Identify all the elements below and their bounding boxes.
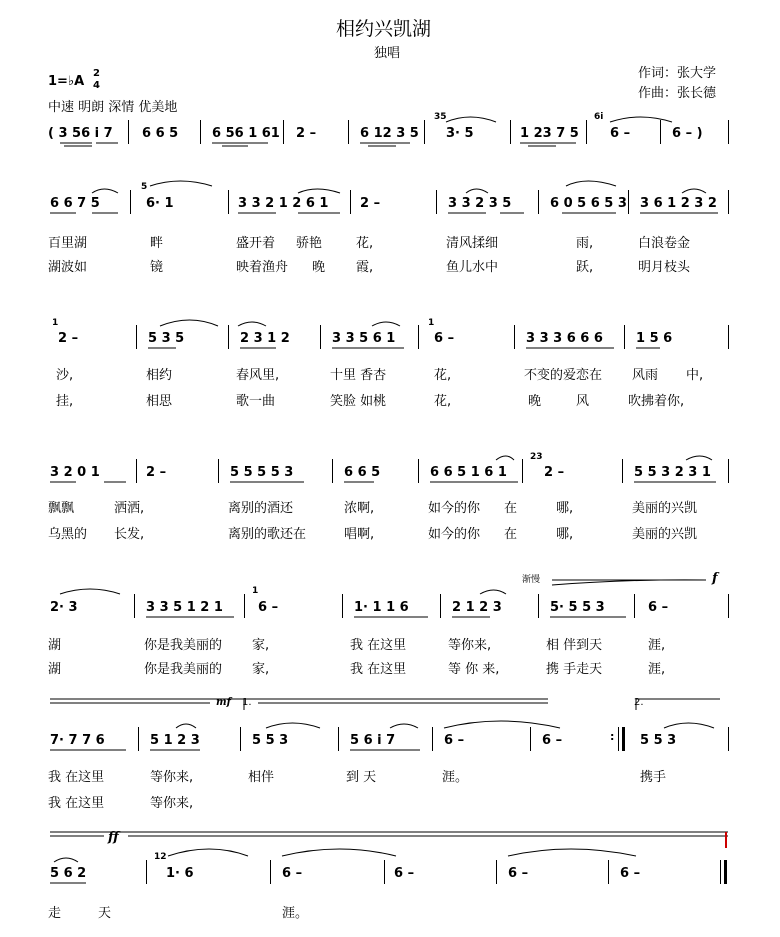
measure-notes: 6 – bbox=[648, 600, 669, 615]
lyric-verse-2: 哪, bbox=[556, 527, 574, 542]
ritardando-marking: 渐慢 bbox=[522, 575, 541, 585]
measure-notes: 2 – bbox=[58, 331, 79, 346]
lyric-verse-1: 家, bbox=[252, 638, 270, 653]
lyric-verse-1: 白浪卷金 bbox=[638, 236, 691, 251]
lyric-verse-2: 相思 bbox=[146, 394, 173, 409]
measure-notes: 5 6 i 7 bbox=[350, 733, 396, 748]
time-signature-bottom: 4 bbox=[93, 80, 100, 91]
measure-notes: 5· 5 5 3 bbox=[550, 600, 605, 615]
lyric-verse-2: 霞, bbox=[356, 260, 374, 275]
lyric-verse-2: 等你来, bbox=[150, 796, 194, 811]
lyric-verse-1: 天 bbox=[98, 906, 112, 921]
measure-notes: 5 5 3 bbox=[252, 733, 289, 748]
lyric-verse-1: 洒洒, bbox=[114, 501, 145, 516]
measure-notes: 6 6 7 5 bbox=[50, 196, 100, 211]
measure-notes: 6 – bbox=[620, 866, 641, 881]
measure-notes: 3 6 1 2 3 2 bbox=[640, 196, 717, 211]
lyric-verse-1: 花, bbox=[434, 368, 452, 383]
dynamic-mezzo-forte: mf bbox=[216, 697, 231, 708]
lyric-verse-2: 跃, bbox=[576, 260, 594, 275]
lyric-verse-1: 不变的爱恋在 bbox=[524, 368, 603, 383]
lyric-verse-2: 等 你 来, bbox=[448, 662, 500, 677]
lyric-verse-1: 走 bbox=[48, 906, 62, 921]
composer-credit: 作曲：张长德 bbox=[638, 86, 717, 101]
measure-notes: 1· 1 1 6 bbox=[354, 600, 409, 615]
lyric-verse-1: 雨, bbox=[576, 236, 594, 251]
lyric-verse-1: 涯。 bbox=[282, 906, 309, 921]
dynamic-fortissimo: ff bbox=[108, 830, 119, 845]
grace-note: 6i bbox=[594, 112, 604, 122]
lyric-verse-2: 携 手走天 bbox=[546, 662, 603, 677]
lyric-verse-1: 骄艳 bbox=[296, 236, 323, 251]
grace-note: 12 bbox=[154, 852, 167, 862]
measure-notes: 2 3 1 2 bbox=[240, 331, 290, 346]
measure-7-notes: 1 23 7 5 bbox=[520, 126, 579, 141]
measure-notes: 6 6 5 bbox=[344, 465, 381, 480]
measure-8-notes: 6 – bbox=[610, 126, 631, 141]
lyric-verse-2: 我 在这里 bbox=[48, 796, 105, 811]
lyric-verse-1: 离别的酒还 bbox=[228, 501, 294, 516]
measure-notes: 6 – bbox=[508, 866, 529, 881]
lyric-verse-1: 我 在这里 bbox=[48, 770, 105, 785]
measure-notes: 2· 3 bbox=[50, 600, 78, 615]
lyric-verse-2: 乌黑的 bbox=[48, 527, 88, 542]
measure-notes: 5 6 2 bbox=[50, 866, 87, 881]
measure-notes: 6· 1 bbox=[146, 196, 174, 211]
tempo-marking: 中速 明朗 深情 优美地 bbox=[48, 100, 178, 115]
lyric-verse-2: 离别的歌还在 bbox=[228, 527, 307, 542]
measure-notes: 3 3 5 1 2 1 bbox=[146, 600, 223, 615]
grace-note: 1 bbox=[52, 318, 59, 328]
lyric-verse-2: 映着渔舟 bbox=[236, 260, 289, 275]
lyricist-credit: 作词：张大学 bbox=[638, 66, 717, 81]
lyric-verse-1: 清风揉细 bbox=[446, 236, 499, 251]
lyric-verse-1: 如今的你 bbox=[428, 501, 481, 516]
measure-notes: 5 5 3 2 3 1 bbox=[634, 465, 711, 480]
lyric-verse-1: 相伴 bbox=[248, 770, 275, 785]
measure-notes: 6 – bbox=[444, 733, 465, 748]
lyric-verse-2: 吹拂着你, bbox=[628, 394, 685, 409]
lyric-verse-1: 畔 bbox=[150, 236, 164, 251]
lyric-verse-1: 哪, bbox=[556, 501, 574, 516]
measure-notes: 7· 7 7 6 bbox=[50, 733, 105, 748]
lyric-verse-2: 美丽的兴凯 bbox=[632, 527, 698, 542]
lyric-verse-2: 家, bbox=[252, 662, 270, 677]
grace-note: 23 bbox=[530, 452, 543, 462]
lyric-verse-2: 镜 bbox=[150, 260, 164, 275]
lyric-verse-2: 晚 bbox=[528, 394, 542, 409]
measure-6-notes: 3· 5 bbox=[446, 126, 474, 141]
lyric-verse-2: 在 bbox=[504, 527, 518, 542]
lyric-verse-1: 在 bbox=[504, 501, 518, 516]
measure-5-notes: 6 12 3 5 bbox=[360, 126, 419, 141]
lyric-verse-2: 唱啊, bbox=[344, 527, 375, 542]
measure-notes: 2 1 2 3 bbox=[452, 600, 502, 615]
lyric-verse-2: 风 bbox=[576, 394, 590, 409]
measure-notes: 2 – bbox=[544, 465, 565, 480]
lyric-verse-2: 笑脸 如桃 bbox=[330, 394, 387, 409]
lyric-verse-1: 春风里, bbox=[236, 368, 280, 383]
measure-4-notes: 2 – bbox=[296, 126, 317, 141]
lyric-verse-2: 涯, bbox=[648, 662, 666, 677]
measure-notes: 6 – bbox=[542, 733, 563, 748]
lyric-verse-1: 你是我美丽的 bbox=[144, 638, 223, 653]
song-title: 相约兴凯湖 bbox=[336, 18, 432, 40]
lyric-verse-2: 歌一曲 bbox=[236, 394, 276, 409]
measure-notes: 6 – bbox=[434, 331, 455, 346]
measure-notes: 6 – bbox=[394, 866, 415, 881]
lyric-verse-1: 百里湖 bbox=[48, 236, 88, 251]
time-signature-top: 2 bbox=[93, 68, 100, 79]
measure-2-notes: 6 6 5 bbox=[142, 126, 179, 141]
lyric-verse-1: 湖 bbox=[48, 638, 62, 653]
measure-notes: 3 2 0 1 bbox=[50, 465, 100, 480]
lyric-verse-2: 花, bbox=[434, 394, 452, 409]
measure-notes: 3 3 5 6 1 bbox=[332, 331, 396, 346]
lyric-verse-1: 相约 bbox=[146, 368, 173, 383]
measure-notes: 6 – bbox=[282, 866, 303, 881]
grace-note: 35 bbox=[434, 112, 447, 122]
lyric-verse-1: 美丽的兴凯 bbox=[632, 501, 698, 516]
volta-1: 1. bbox=[242, 697, 252, 708]
measure-notes: 3 3 2 3 5 bbox=[448, 196, 512, 211]
measure-notes: 6 – bbox=[258, 600, 279, 615]
measure-3-notes: 6 56 1 61 bbox=[212, 126, 280, 141]
grace-note: 1 bbox=[428, 318, 435, 328]
lyric-verse-2: 晚 bbox=[312, 260, 326, 275]
lyric-verse-2: 挂, bbox=[56, 394, 74, 409]
lyric-verse-1: 浓啊, bbox=[344, 501, 375, 516]
measure-notes: 6 0 5 6 5 3 bbox=[550, 196, 627, 211]
measure-notes: 2 – bbox=[146, 465, 167, 480]
lyric-verse-2: 你是我美丽的 bbox=[144, 662, 223, 677]
measure-notes: 2 – bbox=[360, 196, 381, 211]
lyric-verse-1: 携手 bbox=[640, 770, 667, 785]
lyric-verse-1: 到 天 bbox=[346, 770, 377, 785]
lyric-verse-2: 我 在这里 bbox=[350, 662, 407, 677]
measure-notes: 5 5 5 5 3 bbox=[230, 465, 294, 480]
lyric-verse-1: 我 在这里 bbox=[350, 638, 407, 653]
lyric-verse-1: 涯。 bbox=[442, 770, 469, 785]
lyric-verse-2: 长发, bbox=[114, 527, 145, 542]
measure-notes: 6 6 5 1 6 1 bbox=[430, 465, 507, 480]
volta-2: 2. bbox=[634, 697, 644, 708]
measure-notes: 1 5 6 bbox=[636, 331, 673, 346]
lyric-verse-1: 十里 香杏 bbox=[330, 368, 387, 383]
lyric-verse-2: 如今的你 bbox=[428, 527, 481, 542]
lyric-verse-2: 明月枝头 bbox=[638, 260, 691, 275]
lyric-verse-1: 盛开着 bbox=[236, 236, 276, 251]
lyric-verse-1: 中, bbox=[686, 368, 704, 383]
lyric-verse-1: 沙, bbox=[56, 368, 74, 383]
lyric-verse-2: 湖波如 bbox=[48, 260, 88, 275]
measure-notes: 5 1 2 3 bbox=[150, 733, 200, 748]
song-subtitle: 独唱 bbox=[374, 46, 401, 61]
measure-notes: 3 3 2 1 2 6 1 bbox=[238, 196, 329, 211]
measure-notes: 5 5 3 bbox=[640, 733, 677, 748]
lyric-verse-1: 风雨 bbox=[632, 368, 659, 383]
lyric-verse-2: 湖 bbox=[48, 662, 62, 677]
measure-notes: 5 3 5 bbox=[148, 331, 185, 346]
lyric-verse-2: 鱼儿水中 bbox=[446, 260, 499, 275]
repeat-dots: : bbox=[610, 730, 615, 743]
grace-note: 1 bbox=[252, 586, 259, 596]
lyric-verse-1: 花, bbox=[356, 236, 374, 251]
measure-notes: 1· 6 bbox=[166, 866, 194, 881]
key-signature: 1=♭A bbox=[48, 74, 85, 89]
lyric-verse-1: 等你来, bbox=[150, 770, 194, 785]
measure-1-notes: ( 3 56 i 7 bbox=[48, 126, 113, 141]
measure-notes: 3 3 3 6 6 6 bbox=[526, 331, 603, 346]
lyric-verse-1: 等你来, bbox=[448, 638, 492, 653]
grace-note: 5 bbox=[141, 182, 148, 192]
lyric-verse-1: 飘飘 bbox=[48, 501, 75, 516]
lyric-verse-1: 相 伴到天 bbox=[546, 638, 603, 653]
measure-9-notes: 6 – ) bbox=[672, 126, 703, 141]
lyric-verse-1: 涯, bbox=[648, 638, 666, 653]
dynamic-forte: f bbox=[712, 571, 718, 586]
